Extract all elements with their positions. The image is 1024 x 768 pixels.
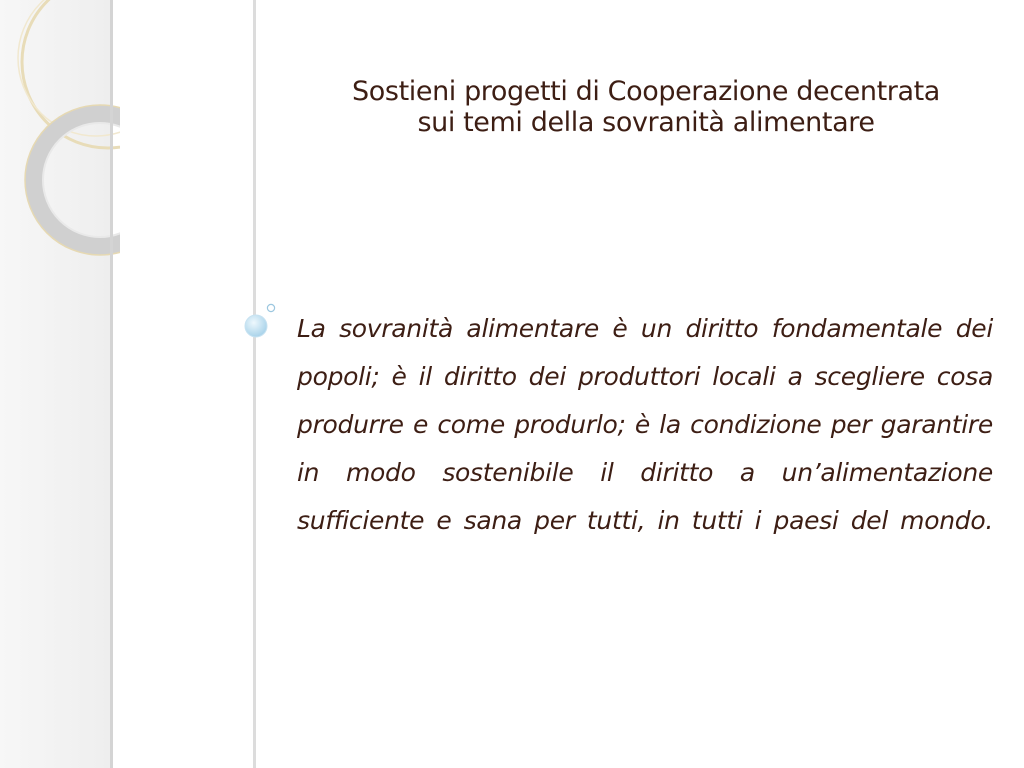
vertical-divider-left bbox=[110, 0, 113, 768]
bullet-circle-icon bbox=[244, 314, 268, 338]
bullet-paragraph: La sovranità alimentare è un diritto fondamentale dei popoli; è il diritto dei produttori locali a scegliere cosa produrre e come produrlo; è la condizione per garantire in modo sostenibile il diritto a un’alimentazione sufficiente e sana per tutti, in tutti i paesi del mondo. bbox=[297, 314, 993, 535]
vertical-divider-right bbox=[253, 0, 256, 768]
circle-ornament-icon bbox=[0, 0, 120, 260]
slide-title: Sostieni progetti di Cooperazione decentrata sui temi della sovranità alimentare bbox=[352, 76, 940, 138]
bullet-ring-icon bbox=[266, 303, 276, 313]
